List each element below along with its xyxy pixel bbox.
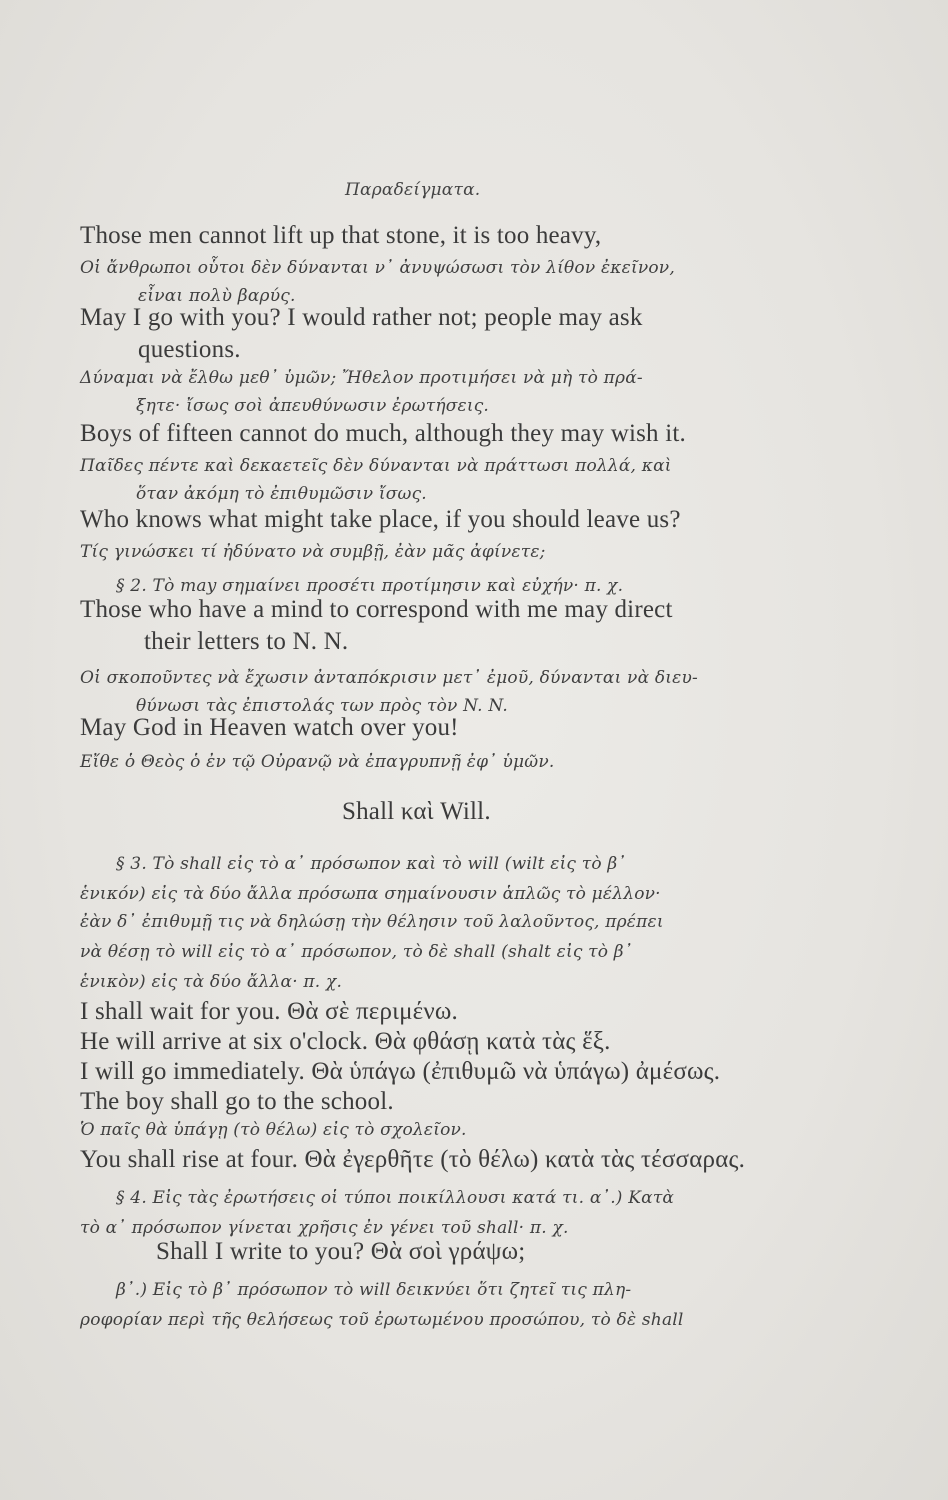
text-line: Ὁ παῖς θὰ ὑπάγῃ (τὸ θέλω) εἰς τὸ σχολεῖον. xyxy=(80,1120,467,1140)
page-heading: Παραδείγματα. xyxy=(345,180,481,200)
text-line: You shall rise at four. Θὰ ἐγερθῆτε (τὸ θέλω) κατὰ τὰς τέσσαρας. xyxy=(80,1146,746,1173)
text-line: I shall wait for you. Θὰ σὲ περιμένω. xyxy=(80,998,458,1025)
text-line: εἶναι πολὺ βαρύς. xyxy=(138,286,296,306)
text-line: questions. xyxy=(138,336,241,363)
text-line: Τίς γινώσκει τί ἠδύνατο νὰ συμβῇ, ἐὰν μᾶς ἀφίνετε; xyxy=(80,542,546,562)
text-line: νὰ θέσῃ τὸ will εἰς τὸ α᾿ πρόσωπον, τὸ δὲ shall (shalt εἰς τὸ β᾿ xyxy=(80,942,633,962)
text-line: their letters to N. N. xyxy=(144,628,349,655)
text-line: ἑνικὸν) εἰς τὰ δύο ἄλλα· π. χ. xyxy=(80,972,343,992)
text-line: Boys of fifteen cannot do much, although they may wish it. xyxy=(80,420,686,447)
text-line: ἑνικόν) εἰς τὰ δύο ἄλλα πρόσωπα σημαίνουσιν ἁπλῶς τὸ μέλλον· xyxy=(80,884,661,904)
text-line: Shall I write to you? Θὰ σοὶ γράψω; xyxy=(156,1238,526,1265)
text-line: ροφορίαν περὶ τῆς θελήσεως τοῦ ἐρωτωμένου προσώπου, τὸ δὲ shall xyxy=(80,1310,684,1330)
text-line: τὸ α᾿ πρόσωπον γίνεται χρῆσις ἐν γένει τοῦ shall· π. χ. xyxy=(80,1218,569,1238)
text-line: He will arrive at six o'clock. Θὰ φθάσῃ κατὰ τὰς ἕξ. xyxy=(80,1028,611,1055)
text-line: Οἱ σκοποῦντες νὰ ἔχωσιν ἀνταπόκρισιν μετ᾿ ἐμοῦ, δύνανται νὰ διευ- xyxy=(80,668,698,688)
text-line: Who knows what might take place, if you should leave us? xyxy=(80,506,681,533)
text-line: ξητε· ἴσως σοὶ ἀπευθύνωσιν ἐρωτήσεις. xyxy=(136,396,490,416)
text-line: Those men cannot lift up that stone, it is too heavy, xyxy=(80,222,602,249)
text-line: The boy shall go to the school. xyxy=(80,1088,394,1115)
text-line: β᾿.) Εἰς τὸ β᾿ πρόσωπον τὸ will δεικνύει ὅτι ζητεῖ τις πλη- xyxy=(116,1280,632,1300)
text-line: May I go with you? I would rather not; people may ask xyxy=(80,304,643,331)
text-line: § 3. Τὸ shall εἰς τὸ α᾿ πρόσωπον καὶ τὸ will (wilt εἰς τὸ β᾿ xyxy=(116,854,627,874)
text-line: ἐὰν δ᾿ ἐπιθυμῇ τις νὰ δηλώσῃ τὴν θέλησιν τοῦ λαλοῦντος, πρέπει xyxy=(80,912,664,932)
text-line: Οἱ ἄνθρωποι οὗτοι δὲν δύνανται ν᾿ ἀνυψώσωσι τὸν λίθον ἐκεῖνον, xyxy=(80,258,675,278)
text-line: May God in Heaven watch over you! xyxy=(80,714,459,741)
section-title: Shall καὶ Will. xyxy=(342,798,491,825)
text-line: Δύναμαι νὰ ἔλθω μεθ᾿ ὑμῶν; Ἤθελον προτιμήσει νὰ μὴ τὸ πρά- xyxy=(80,368,643,388)
text-line: ὅταν ἀκόμη τὸ ἐπιθυμῶσιν ἴσως. xyxy=(136,484,427,504)
text-line: § 2. Τὸ may σημαίνει προσέτι προτίμησιν καὶ εὐχήν· π. χ. xyxy=(116,576,624,596)
text-line: θύνωσι τὰς ἐπιστολάς των πρὸς τὸν N. N. xyxy=(136,696,508,716)
text-line: I will go immediately. Θὰ ὑπάγω (ἐπιθυμῶ νὰ ὑπάγω) ἀμέσως. xyxy=(80,1058,721,1085)
text-line: Those who have a mind to correspond with me may direct xyxy=(80,596,673,623)
text-line: Εἴθε ὁ Θεὸς ὁ ἐν τῷ Οὐρανῷ νὰ ἐπαγρυπνῇ ἐφ᾿ ὑμῶν. xyxy=(80,752,555,772)
text-line: § 4. Εἰς τὰς ἐρωτήσεις οἱ τύποι ποικίλλουσι κατά τι. α᾿.) Κατὰ xyxy=(116,1188,675,1208)
text-line: Παῖδες πέντε καὶ δεκαετεῖς δὲν δύνανται νὰ πράττωσι πολλά, καὶ xyxy=(80,456,672,476)
